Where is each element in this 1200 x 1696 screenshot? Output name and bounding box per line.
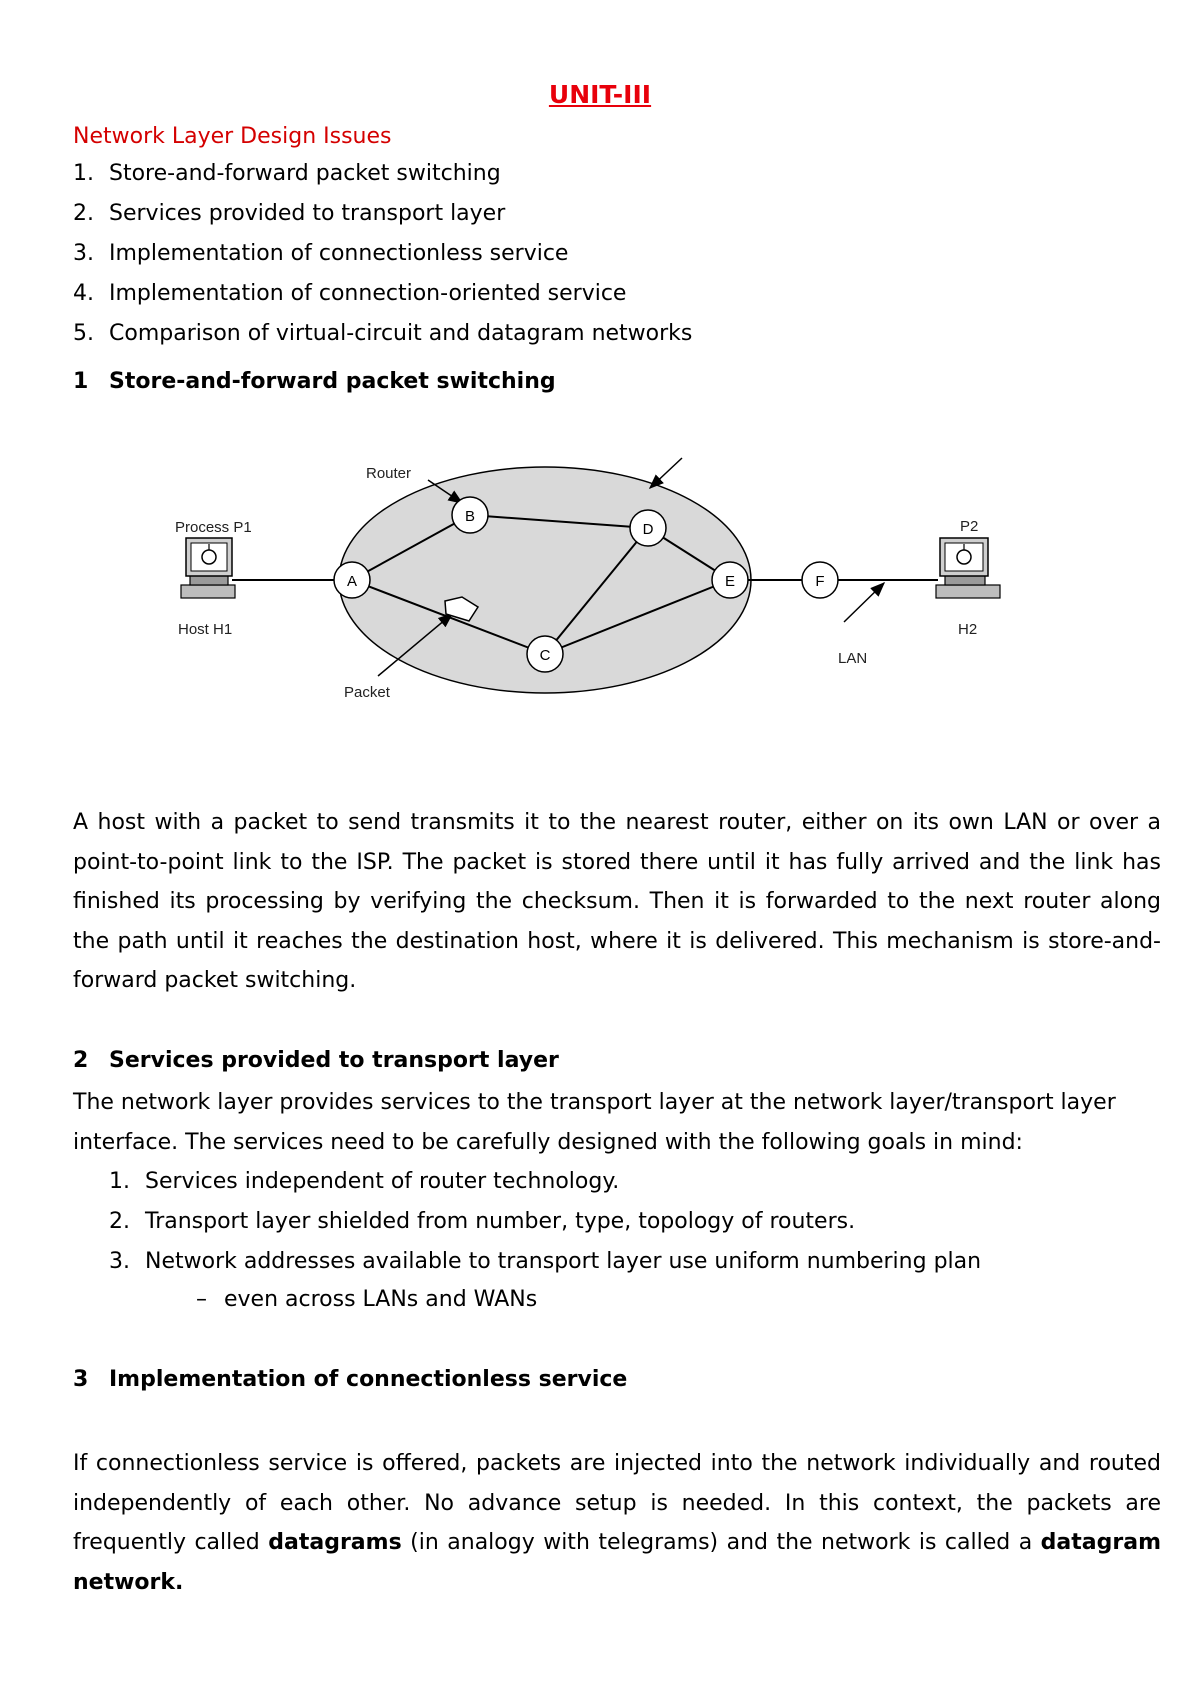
goals-list (109, 1168, 981, 1288)
svg-text:A: A (346, 573, 358, 590)
svg-text:B: B (464, 508, 476, 525)
store-forward-diagram (150, 455, 1030, 755)
router-node-c (527, 636, 563, 672)
list-item: 3. Implementation of connectionless service (73, 241, 569, 266)
list-item: 2. Services provided to transport layer (73, 201, 506, 226)
router-node-d (630, 510, 666, 546)
svg-text:E: E (724, 573, 736, 590)
list-item: 3. Network addresses available to transport layer use uniform numbering plan (109, 1249, 982, 1274)
list-item: 2. Transport layer shielded from number, type, topology of routers. (109, 1209, 856, 1234)
router-node-f (802, 562, 838, 598)
toc-list (73, 160, 692, 360)
unit-title: UNIT-III (548, 80, 652, 109)
router-node-e (712, 562, 748, 598)
datagram-network-term: datagram network (73, 1530, 1161, 1595)
host-h1-computer-icon (181, 538, 235, 598)
design-issues-heading: Network Layer Design Issues (73, 124, 392, 149)
h2-label: H2 (958, 621, 978, 638)
section-1-heading: 1 Store-and-forward packet switching (73, 369, 556, 394)
section-3-paragraph: If connectionless service is offered, packets are injected into the network individually and routed independently of each other. No advance setup is needed. In this context, the packets are frequently called datagrams (in analogy with telegrams) and the network is called a datagram network. (73, 1451, 1161, 1595)
router-label: Router (366, 465, 412, 482)
subnet-pointer-arrow (650, 458, 682, 488)
list-item: 1. Services independent of router technology. (109, 1169, 620, 1194)
svg-text:F: F (815, 573, 825, 590)
p2-label: P2 (960, 518, 979, 535)
goals-subitem: – even across LANs and WANs (196, 1287, 538, 1312)
section-1-paragraph: A host with a packet to send transmits it to the nearest router, either on its own LAN or over a point-to-point link to the ISP. The packet is stored there until it has fully arrived and the link has finished its processing by verifying the checksum. Then it is forwarded to the next router along the path until it reaches the destination host, where it is delivered. This mechanism is store-and-forward packet switching. (73, 810, 1161, 993)
router-node-a (334, 562, 370, 598)
list-item: 4. Implementation of connection-oriented service (73, 281, 627, 306)
host-h1-label: Host H1 (178, 621, 233, 638)
list-item: 1. Store-and-forward packet switching (73, 161, 501, 186)
section-2-paragraph: The network layer provides services to the transport layer at the network layer/transport layer interface. The services need to be carefully designed with the following goals in mind: (73, 1090, 1116, 1155)
router-node-b (452, 497, 488, 533)
lan-label: LAN (838, 650, 868, 667)
section-2-heading: 2 Services provided to transport layer (73, 1048, 559, 1073)
host-h2-computer-icon (936, 538, 1000, 598)
lan-pointer-arrow (844, 583, 884, 622)
datagrams-term: datagrams (268, 1530, 402, 1555)
list-item: 5. Comparison of virtual-circuit and datagram networks (73, 321, 693, 346)
svg-text:D: D (642, 521, 654, 538)
packet-label: Packet (344, 684, 390, 701)
svg-text:C: C (539, 647, 551, 664)
section-3-heading: 3 Implementation of connectionless service (73, 1367, 628, 1392)
process-p1-label: Process P1 (175, 519, 252, 536)
